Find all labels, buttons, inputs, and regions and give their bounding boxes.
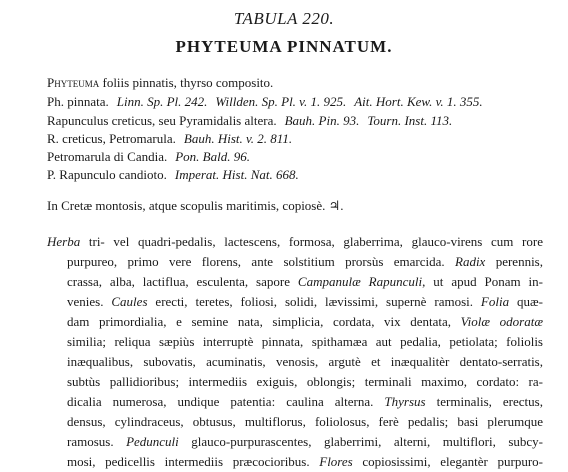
text-run: dam primordialia, e semine nata, simplicia, cordata, vix dentata, bbox=[67, 314, 461, 329]
text-run: erecti, teretes, foliosi, solidi, lævissimi, supernè ramosi. bbox=[147, 294, 481, 309]
description-line bbox=[47, 452, 543, 472]
text-run: quæ- bbox=[509, 294, 544, 309]
description-line bbox=[47, 412, 543, 432]
synonym-line bbox=[47, 131, 557, 147]
synonym-line bbox=[47, 113, 557, 129]
text-run: dicalia numerosa, undique patentia: caulina alterna. bbox=[67, 394, 385, 409]
plate-number: TABULA 220. bbox=[233, 9, 335, 28]
description-line bbox=[47, 312, 543, 332]
synonym-line bbox=[47, 149, 557, 165]
synonym-line bbox=[47, 167, 557, 183]
text-run: purpureo, primo vere florens, ante solstitium prorsùs emarcida. bbox=[67, 254, 455, 269]
text-run: tri- vel quadri-pedalis, lactescens, formosa, glaberrima, glauco-virens cum rore bbox=[80, 234, 543, 249]
italic-term: Herba bbox=[47, 234, 81, 249]
synonym-line bbox=[47, 94, 557, 110]
synonym-name: Rapunculus creticus, seu Pyramidalis altera. bbox=[47, 113, 277, 128]
text-run: similia; reliqua sæpiùs interruptè pinnata, spithamæa aut pedalia, petiolata; foliolis bbox=[67, 334, 543, 349]
synonym-name: Petromarula di Candia. bbox=[47, 149, 168, 164]
description-line bbox=[47, 432, 543, 452]
description-line bbox=[47, 392, 543, 412]
italic-term: Folia bbox=[480, 294, 510, 309]
text-run: crassa, alba, lactiflua, esculenta, sapore bbox=[67, 274, 298, 289]
species-title: PHYTEUMA PINNATUM. bbox=[175, 37, 393, 56]
italic-term: Caules bbox=[111, 294, 148, 309]
synonym-name: foliis pinnatis, thyrso composito. bbox=[99, 75, 274, 90]
description-line bbox=[47, 332, 543, 352]
synonym-line bbox=[47, 75, 557, 91]
text-run: terminalis, erectus, bbox=[425, 394, 543, 409]
citation: Bauh. Pin. 93. bbox=[284, 113, 360, 128]
text-run: ramosus. bbox=[67, 434, 127, 449]
citation: Tourn. Inst. 113. bbox=[367, 113, 453, 128]
text-run: perennis, bbox=[485, 254, 543, 269]
description-line bbox=[47, 272, 543, 292]
italic-term: Campanulæ Rapunculi bbox=[297, 274, 423, 289]
italic-term: Radix bbox=[455, 254, 486, 269]
description-paragraph bbox=[47, 232, 543, 472]
text-run: subtùs pallidioribus; intermediis exiguis, oblongis; terminali maximo, cordato: ra- bbox=[67, 374, 543, 389]
description-line bbox=[47, 372, 543, 392]
text-run: venies. bbox=[67, 294, 112, 309]
italic-term: Flores bbox=[319, 454, 353, 469]
description-line bbox=[47, 232, 543, 252]
text-run: glauco-purpurascentes, glaberrimi, alterni, multiflori, subcy- bbox=[178, 434, 543, 449]
description-line bbox=[47, 352, 543, 372]
citation: Willden. Sp. Pl. v. 1. 925. bbox=[215, 94, 347, 109]
description-line bbox=[47, 252, 543, 272]
habitat-line: In Cretæ montosis, atque scopulis maritimis, copiosè. ♃. bbox=[47, 198, 344, 213]
text-run: inæqualibus, subovatis, acuminatis, venosis, argutè et inæqualitèr dentato-serratis, bbox=[67, 354, 543, 369]
synonym-name: R. creticus, Petromarula. bbox=[47, 131, 176, 146]
italic-term: Thyrsus bbox=[384, 394, 426, 409]
text-run: densus, cylindraceus, obtusus, multiflorus, foliolosus, ferè pedalis; basi plerumque bbox=[67, 414, 543, 429]
text-run: , ut apud Ponam in- bbox=[422, 274, 543, 289]
synonym-name: Ph. pinnata. bbox=[47, 94, 109, 109]
text-run: mosi, pedicellis intermediis præcocioribus. bbox=[67, 454, 320, 469]
citation: Linn. Sp. Pl. 242. bbox=[116, 94, 208, 109]
genus-name: Phyteuma bbox=[47, 75, 100, 90]
citation: Imperat. Hist. Nat. 668. bbox=[174, 167, 299, 182]
synonym-name: P. Rapunculo candioto. bbox=[47, 167, 167, 182]
citation: Bauh. Hist. v. 2. 811. bbox=[183, 131, 293, 146]
citation: Pon. Bald. 96. bbox=[175, 149, 250, 164]
text-run: copiosissimi, elegantèr purpuro- bbox=[352, 454, 543, 469]
italic-term: Pedunculi bbox=[126, 434, 179, 449]
italic-term: Violæ odoratæ bbox=[460, 314, 543, 329]
description-line bbox=[47, 292, 543, 312]
citation: Ait. Hort. Kew. v. 1. 355. bbox=[354, 94, 483, 109]
